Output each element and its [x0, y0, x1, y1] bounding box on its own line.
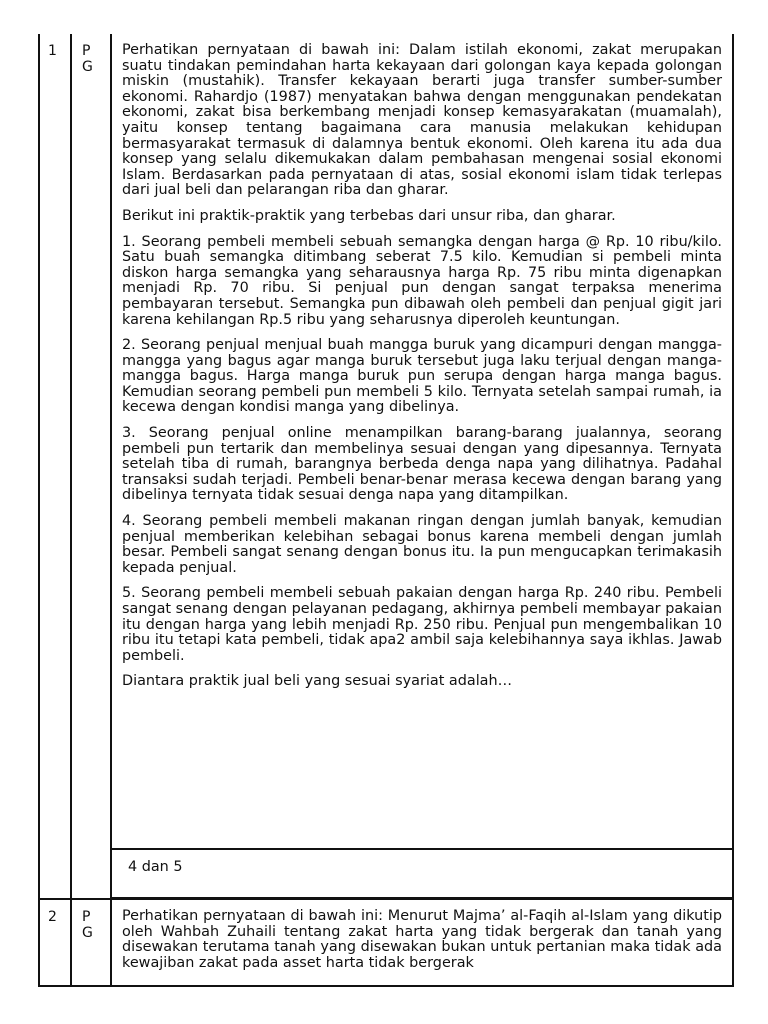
question-paragraph: 2. Seorang penjual menjual buah mangga buruk yang dicampuri dengan mangga-mangga yang bagus agar manga buruk tersebut juga laku terjual dengan manga-mangga bagus. Harga manga buruk pun serupa dengan harga manga bagus. Kemudian seorang pembeli pun membeli 5 kilo. Ternyata setelah sampai rumah, ia kecewa dengan kondisi manga yang dibelinya. [122, 337, 722, 416]
question-paragraph: 1. Seorang pembeli membeli sebuah semangka dengan harga @ Rp. 10 ribu/kilo. Satu buah semangka ditimbang seberat 7.5 kilo. Kemudian si pembeli minta diskon harga semangka yang seharausnya harga Rp. 75 ribu minta digenapkan menjadi Rp. 70 ribu. Si penjual pun dengan sangat terpaksa menerima pembayaran tersebut. Semangka pun dibawah oleh pembeli dan penjual gigit jari karena kehilangan Rp.5 ribu yang seharusnya diperoleh keuntungan. [122, 233, 722, 328]
question-paragraph: 3. Seorang penjual online menampilkan barang-barang jualannya, seorang pembeli pun tertarik dan membelinya sesuai dengan yang dipesannya. Ternyata setelah tiba di rumah, barangnya berbeda denga napa yang dilihatnya. Padahal transaksi sudah terjadi. Pembeli benar-benar merasa kecewa dengan barang yang dibelinya ternyata tidak sesuai denga napa yang ditampilkan. [122, 425, 722, 504]
answer-box [112, 848, 732, 898]
question-row-2 [40, 898, 732, 987]
question-text [122, 43, 722, 700]
question-table [38, 34, 734, 987]
question-number: 1 [48, 43, 57, 59]
question-paragraph: 5. Seorang pembeli membeli sebuah pakaian dengan harga Rp. 240 ribu. Pembeli sangat senang dengan pelayanan pedagang, akhirnya pembeli membayar pakaian itu dengan harga yang lebih menjadi Rp. 250 ribu. Penjual pun mengembalikan 10 ribu itu tetapi kata pembeli, tidak apa2 ambil saja kelebihannya saya ikhlas. Jawab pembeli. [122, 585, 722, 664]
type-cell [72, 34, 112, 898]
question-paragraph: Perhatikan pernyataan di bawah ini: Dalam istilah ekonomi, zakat merupakan suatu tindakan pemindahan harta kekayaan dari golongan kaya kepada golongan miskin (mustahik). Transfer kekayaan berarti juga transfer sumber-sumber ekonomi. Rahardjo (1987) menyatakan bahwa dengan menggunakan pendekatan ekonomi, zakat bisa berkembang menjadi konsep kemasyarakatan (muamalah), yaitu konsep tentang bagaimana cara manusia melakukan kehidupan bermasyarakat termasuk di dalamnya bentuk ekonomi. Oleh karena itu ada dua konsep yang selalu dikemukakan dalam pembahasan mengenai sosial ekonomi Islam. Berdasarkan pada pernyataan di atas, sosial ekonomi islam tidak terlepas dari jual beli dan pelarangan riba dan gharar. [122, 42, 722, 199]
question-type-letter: P [82, 909, 91, 925]
question-paragraph: 4. Seorang pembeli membeli makanan ringan dengan jumlah banyak, kemudian penjual memberikan kelebihan sebagai bonus karena membeli dengan jumlah besar. Pembeli sangat senang dengan bonus itu. Ia pun mengucapkan terimakasih kepada penjual. [122, 513, 722, 576]
number-cell [40, 900, 72, 987]
question-row-1 [40, 34, 732, 898]
number-cell [40, 34, 72, 898]
question-type-letter: G [82, 59, 93, 75]
question-paragraph: Perhatikan pernyataan di bawah ini: Menurut Majma’ al-Faqih al-Islam yang dikutip oleh Wahbah Zuhaili tentang zakat harta yang tidak bergerak dan tanah yang disewakan terutama tanah yang disewakan bukan untuk pertanian maka tidak ada kewajiban zakat pada asset harta tidak bergerak [122, 908, 722, 971]
type-cell [72, 900, 112, 987]
question-number: 2 [48, 909, 57, 925]
question-type-letter: G [82, 925, 93, 941]
question-content-cell [112, 900, 732, 987]
question-text [122, 909, 722, 971]
answer-text: 4 dan 5 [128, 859, 183, 875]
question-type-letter: P [82, 43, 91, 59]
question-paragraph: Berikut ini praktik-praktik yang terbebas dari unsur riba, dan gharar. [122, 207, 616, 224]
question-paragraph: Diantara praktik jual beli yang sesuai syariat adalah… [122, 673, 513, 690]
question-type [82, 43, 98, 75]
question-content-cell [112, 34, 732, 898]
question-type [82, 909, 98, 941]
